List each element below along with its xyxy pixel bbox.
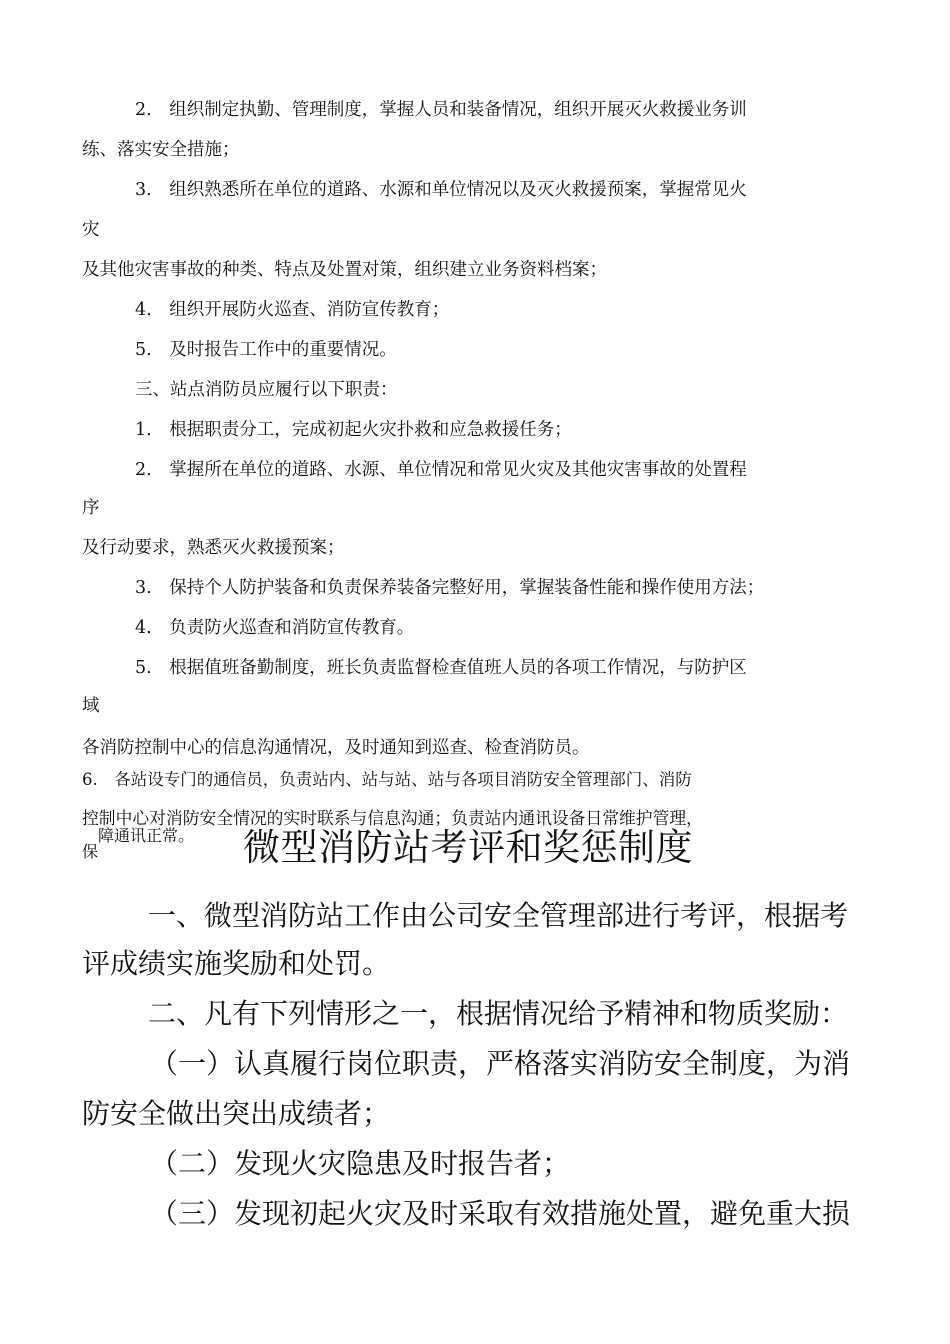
- text-line: 一、微型消防站工作由公司安全管理部进行考评，根据考: [148, 899, 849, 932]
- text-line: 3. 保持个人防护装备和负责保养装备完整好用，掌握装备性能和操作使用方法；: [135, 578, 765, 598]
- section-heading: 三、站点消防员应履行以下职责：: [135, 380, 398, 400]
- text-line: 及其他灾害事故的种类、特点及处置对策，组织建立业务资料档案；: [82, 260, 607, 280]
- text-line: 5. 及时报告工作中的重要情况。: [135, 340, 397, 360]
- text-line: 1. 根据职责分工，完成初起火灾扑救和应急救援任务；: [135, 420, 572, 440]
- text-line: 2. 组织制定执勤、管理制度，掌握人员和装备情况，组织开展灭火救援业务训: [135, 100, 747, 120]
- text-line: （二）发现火灾隐患及时报告者；: [150, 1147, 571, 1180]
- text-line: 域: [82, 696, 100, 716]
- text-line: 灾: [82, 220, 100, 240]
- page-title: 微型消防站考评和奖惩制度: [243, 826, 693, 869]
- text-line: 6. 各站设专门的通信员，负责站内、站与站、站与各项目消防安全管理部门、消防: [82, 770, 692, 789]
- text-line: 序: [82, 498, 100, 518]
- text-line: 保: [82, 842, 99, 861]
- text-line: 4. 组织开展防火巡查、消防宣传教育；: [135, 300, 450, 320]
- text-line: 3. 组织熟悉所在单位的道路、水源和单位情况以及灭火救援预案，掌握常见火: [135, 180, 747, 200]
- text-line: 及行动要求，熟悉灭火救援预案；: [82, 538, 345, 558]
- text-line: 4. 负责防火巡查和消防宣传教育。: [135, 618, 415, 638]
- text-line: 评成绩实施奖励和处罚。: [82, 947, 391, 980]
- text-line: 练、落实安全措施；: [82, 140, 240, 160]
- text-line: 2. 掌握所在单位的道路、水源、单位情况和常见火灾及其他灾害事故的处置程: [135, 460, 747, 480]
- section-heading: 二、凡有下列情形之一，根据情况给予精神和物质奖励：: [148, 997, 849, 1030]
- text-line: 防安全做出突出成绩者；: [82, 1097, 391, 1130]
- text-line: （三）发现初起火灾及时采取有效措施处置，避免重大损: [150, 1197, 851, 1230]
- text-line: 各消防控制中心的信息沟通情况，及时通知到巡查、检查消防员。: [82, 738, 590, 758]
- text-line: （一）认真履行岗位职责，严格落实消防安全制度，为消: [150, 1047, 851, 1080]
- text-line: 障通讯正常。: [98, 826, 195, 845]
- text-line: 控制中心对消防安全情况的实时联系与信息沟通；负责站内通讯设备日常维护管理，: [82, 808, 703, 828]
- text-line: 5. 根据值班备勤制度，班长负责监督检查值班人员的各项工作情况，与防护区: [135, 658, 747, 678]
